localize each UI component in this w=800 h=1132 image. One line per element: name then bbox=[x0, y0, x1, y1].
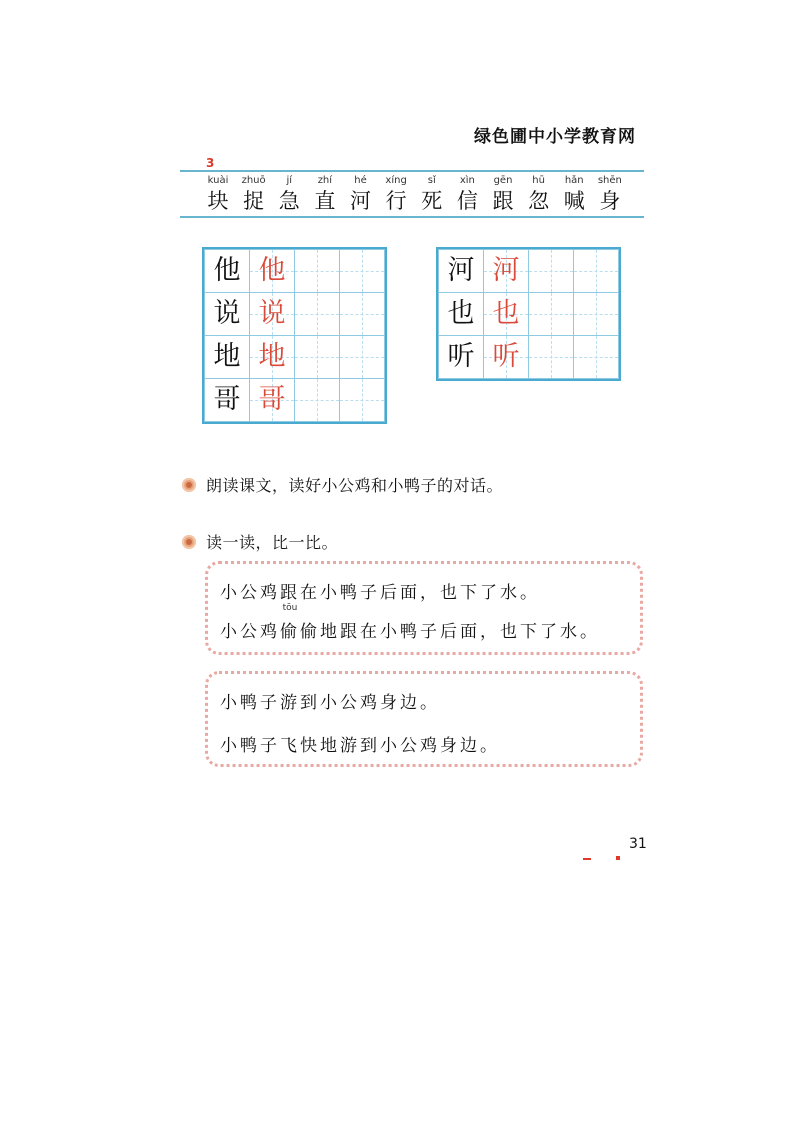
vocab-pinyin: zhuō bbox=[241, 175, 266, 186]
vocab-hanzi: 块 bbox=[207, 189, 229, 213]
practice-cell bbox=[295, 250, 340, 293]
practice-cell bbox=[574, 336, 619, 379]
trace-cell bbox=[250, 250, 295, 293]
trace-character: 他 bbox=[258, 255, 286, 286]
ruby-character bbox=[280, 603, 300, 642]
trace-cell bbox=[484, 293, 529, 336]
model-character: 哥 bbox=[213, 384, 241, 415]
model-character: 说 bbox=[213, 298, 241, 329]
practice-cell bbox=[340, 293, 385, 336]
trace-cell bbox=[484, 250, 529, 293]
trace-character: 地 bbox=[258, 341, 286, 372]
practice-cell bbox=[574, 250, 619, 293]
grid-row bbox=[439, 293, 619, 336]
vocab-item bbox=[523, 172, 555, 216]
vocab-pinyin: shēn bbox=[597, 175, 622, 186]
vocab-pinyin: sǐ bbox=[427, 175, 436, 186]
vocab-hanzi: 死 bbox=[421, 189, 443, 213]
model-character: 也 bbox=[447, 298, 475, 329]
model-character: 他 bbox=[213, 255, 241, 286]
grid-row bbox=[205, 293, 385, 336]
sentence-3: 小鸭子游到小公鸡身边。 bbox=[220, 693, 440, 713]
writing-grid-left bbox=[202, 247, 387, 424]
practice-cell bbox=[295, 379, 340, 422]
vocab-hanzi: 跟 bbox=[492, 189, 514, 213]
grid-row bbox=[439, 250, 619, 293]
trace-character: 听 bbox=[492, 341, 520, 372]
task-bullet-icon bbox=[182, 535, 196, 549]
vocab-item bbox=[345, 172, 377, 216]
vocab-pinyin: hū bbox=[532, 175, 545, 186]
practice-cell bbox=[529, 293, 574, 336]
trace-cell bbox=[250, 379, 295, 422]
model-cell bbox=[205, 379, 250, 422]
grid-row bbox=[205, 336, 385, 379]
vocab-item bbox=[238, 172, 270, 216]
sentence-2-part-b: 偷地跟在小鸭子后面，也下了水。 bbox=[300, 622, 600, 642]
vocab-hanzi: 河 bbox=[350, 189, 371, 213]
practice-cell bbox=[295, 293, 340, 336]
vocab-item bbox=[380, 172, 412, 216]
vocab-item bbox=[558, 172, 590, 216]
practice-cell bbox=[340, 379, 385, 422]
sentence-2 bbox=[220, 603, 628, 642]
vocab-pinyin: xìn bbox=[459, 175, 475, 186]
task-text: 朗读课文，读好小公鸡和小鸭子的对话。 bbox=[206, 476, 504, 495]
vocab-item bbox=[309, 172, 341, 216]
practice-cell bbox=[574, 293, 619, 336]
model-cell bbox=[205, 293, 250, 336]
model-cell bbox=[205, 250, 250, 293]
trace-character: 说 bbox=[258, 298, 286, 329]
model-cell bbox=[439, 336, 484, 379]
vocab-item bbox=[451, 172, 483, 216]
vocab-pinyin: jí bbox=[286, 175, 293, 186]
task-compare bbox=[182, 530, 338, 553]
vocabulary-band bbox=[180, 170, 644, 218]
vocab-pinyin: xíng bbox=[385, 175, 407, 186]
grid-row bbox=[439, 336, 619, 379]
vocab-item bbox=[273, 172, 305, 216]
trace-character: 河 bbox=[492, 255, 520, 286]
practice-cell bbox=[340, 250, 385, 293]
compare-box-1 bbox=[205, 561, 643, 655]
trace-character: 哥 bbox=[258, 384, 286, 415]
vocab-hanzi: 急 bbox=[278, 189, 300, 213]
trace-cell bbox=[250, 293, 295, 336]
model-cell bbox=[205, 336, 250, 379]
model-cell bbox=[439, 250, 484, 293]
vocab-pinyin: kuài bbox=[207, 175, 229, 186]
vocab-item bbox=[487, 172, 519, 216]
task-bullet-icon bbox=[182, 478, 196, 492]
practice-cell bbox=[340, 336, 385, 379]
vocab-item bbox=[416, 172, 448, 216]
grid-row bbox=[205, 250, 385, 293]
practice-cell bbox=[529, 336, 574, 379]
vocab-pinyin: hé bbox=[354, 175, 367, 186]
trace-cell bbox=[484, 336, 529, 379]
vocab-hanzi: 直 bbox=[314, 189, 336, 213]
model-cell bbox=[439, 293, 484, 336]
watermark-text: 绿色圃中小学教育网 bbox=[474, 127, 636, 147]
ruby-hanzi: 偷 bbox=[280, 622, 300, 642]
trace-character: 也 bbox=[492, 298, 520, 329]
practice-cell bbox=[529, 250, 574, 293]
sentence-2-part-a: 小公鸡 bbox=[220, 622, 280, 642]
vocab-pinyin: hǎn bbox=[564, 175, 584, 186]
vocab-hanzi: 信 bbox=[456, 189, 478, 213]
grid-row bbox=[205, 379, 385, 422]
red-mark bbox=[616, 856, 620, 860]
vocab-item bbox=[202, 172, 234, 216]
page-number: 31 bbox=[629, 836, 647, 852]
sentence-4: 小鸭子飞快地游到小公鸡身边。 bbox=[220, 736, 500, 756]
handwritten-mark: 3 bbox=[206, 156, 215, 170]
model-character: 河 bbox=[447, 255, 475, 286]
writing-grid-right bbox=[436, 247, 621, 381]
task-text: 读一读，比一比。 bbox=[206, 533, 339, 552]
trace-cell bbox=[250, 336, 295, 379]
vocab-hanzi: 行 bbox=[385, 189, 407, 213]
vocab-hanzi: 身 bbox=[599, 189, 621, 213]
practice-cell bbox=[295, 336, 340, 379]
vocab-hanzi: 忽 bbox=[528, 189, 550, 213]
model-character: 地 bbox=[213, 341, 241, 372]
task-read-aloud bbox=[182, 473, 503, 496]
vocab-item bbox=[594, 172, 626, 216]
model-character: 听 bbox=[447, 341, 475, 372]
red-mark bbox=[583, 858, 591, 860]
vocab-pinyin: gēn bbox=[493, 175, 513, 186]
ruby-pinyin: tōu bbox=[282, 603, 298, 613]
sentence-1: 小公鸡跟在小鸭子后面，也下了水。 bbox=[220, 583, 540, 603]
compare-box-2 bbox=[205, 671, 643, 767]
vocab-hanzi: 捉 bbox=[243, 189, 265, 213]
vocab-pinyin: zhí bbox=[317, 175, 333, 186]
vocab-hanzi: 喊 bbox=[563, 189, 585, 213]
